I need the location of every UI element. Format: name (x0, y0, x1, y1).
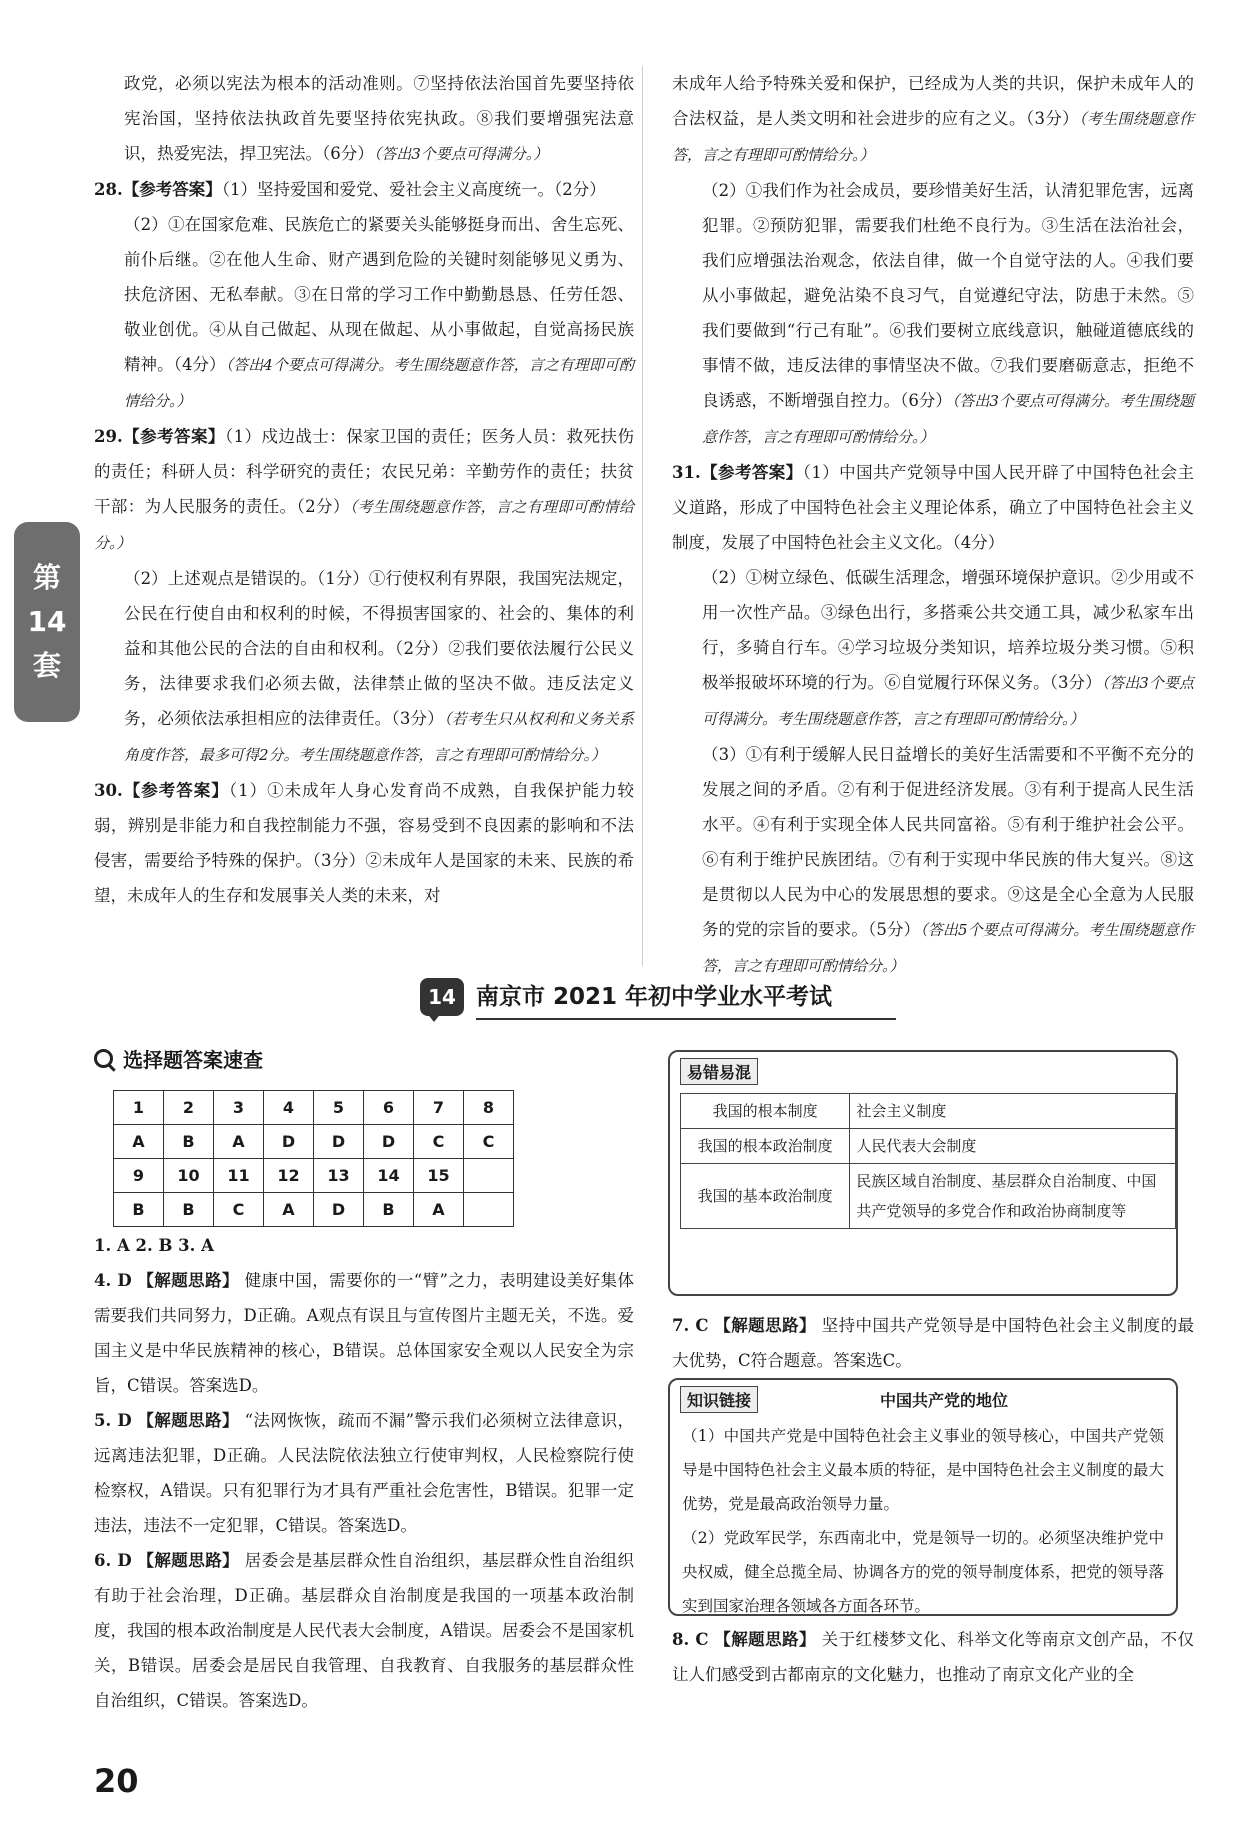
search-icon (94, 1049, 113, 1068)
table-row (114, 1193, 514, 1227)
table-row (681, 1094, 1176, 1129)
paragraph: 未成年人给予特殊关爱和保护，已经成为人类的共识，保护未成年人的合法权益，是人类文明和社会进步的应有之义。（3分）（考生围绕题意作答，言之有理即可酌情给分。） (672, 74, 1194, 164)
table-cell (464, 1159, 514, 1193)
table-cell: A (214, 1125, 264, 1159)
table-cell: B (114, 1193, 164, 1227)
q31-answer: 31.【参考答案】（1）中国共产党领导中国人民开辟了中国特色社会主义道路，形成了中国特色社会主义理论体系，确立了中国特色社会主义制度，发展了中国特色社会主义文化。（4分） (672, 463, 1195, 552)
table-cell: 民族区域自治制度、基层群众自治制度、中国共产党领导的多党合作和政治协商制度等 (850, 1164, 1176, 1229)
table-cell: D (364, 1125, 414, 1159)
answer-key-table (113, 1090, 514, 1227)
page-number: 20 (94, 1762, 139, 1800)
table-cell: 5 (314, 1091, 364, 1125)
table-cell: 9 (114, 1159, 164, 1193)
box-label: 易错易混 (680, 1058, 758, 1085)
table-cell (464, 1193, 514, 1227)
q31-part2: （2）①树立绿色、低碳生活理念，增强环境保护意识。②少用或不用一次性产品。③绿色出行，多搭乘公共交通工具，减少私家车出行，多骑自行车。④学习垃圾分类知识，培养垃圾分类习惯。⑤积极举报破坏环境的行为。⑥自觉履行环保义务。（3分）（答出3个要点可得满分。考生围绕题意作答，言之有理即可酌情给分。） (702, 568, 1194, 728)
table-cell: 11 (214, 1159, 264, 1193)
q1-3-answers: 1. A 2. B 3. A (94, 1236, 214, 1255)
table-cell: C (464, 1125, 514, 1159)
tab-line: 14 (27, 605, 67, 638)
table-cell: 2 (164, 1091, 214, 1125)
table-cell: 12 (264, 1159, 314, 1193)
table-row (114, 1125, 514, 1159)
table-cell: C (214, 1193, 264, 1227)
table-cell: B (164, 1193, 214, 1227)
table-cell: B (364, 1193, 414, 1227)
table-cell: A (264, 1193, 314, 1227)
table-row (681, 1164, 1176, 1229)
table-cell: 10 (164, 1159, 214, 1193)
box-label: 知识链接 (680, 1386, 758, 1413)
table-cell: 14 (364, 1159, 414, 1193)
table-row (681, 1129, 1176, 1164)
q7-block (672, 1308, 1194, 1378)
q8-explanation: 8. C 【解题思路】 关于红楼梦文化、科举文化等南京文创产品，不仅让人们感受到古都南京的文化魅力，也推动了南京文化产业的全 (672, 1630, 1195, 1684)
section-title: 南京市 2021 年初中学业水平考试 (476, 976, 896, 1020)
q29-part2: （2）上述观点是错误的。（1分）①行使权利有界限，我国宪法规定，公民在行使自由和权利的时候，不得损害国家的、社会的、集体的利益和其他公民的合法的自由和权利。（2分）②我们要依法履行公民义务，法律要求我们必须去做，法律禁止做的坚决不做。违反法定义务，必须依法承担相应的法律责任。（3分）（若考生只从权利和义务关系角度作答，最多可得2分。考生围绕题意作答，言之有理即可酌情给分。） (124, 569, 634, 764)
box-body (682, 1419, 1164, 1623)
knowledge-link-box (668, 1378, 1178, 1616)
q30-part2: （2）①我们作为社会成员，要珍惜美好生活，认清犯罪危害，远离犯罪。②预防犯罪，需要我们杜绝不良行为。③生活在法治社会，我们应增强法治观念，依法自律，做一个自觉守法的人。④我们要从小事做起，避免沾染不良习气，自觉遵纪守法，防患于未然。⑤我们要做到“行己有耻”。⑥我们要树立底线意识，触碰道德底线的事情不做，违反法律的事情坚决不做。⑦我们要磨砺意志，拒绝不良诱惑，不断增强自控力。（6分）（答出3个要点可得满分。考生围绕题意作答，言之有理即可酌情给分。） (702, 181, 1195, 446)
q7-explanation: 7. C 【解题思路】 坚持中国共产党领导是中国特色社会主义制度的最大优势，C符合题意。答案选C。 (672, 1316, 1195, 1370)
bottom-left-column (94, 1228, 634, 1718)
paragraph: （2）党政军民学，东西南北中，党是领导一切的。必须坚决维护党中央权威，健全总揽全局、协调各方的党的领导制度体系，把党的领导落实到国家治理各领域各方面各环节。 (682, 1529, 1164, 1615)
table-cell: 1 (114, 1091, 164, 1125)
tab-line: 第 (32, 561, 61, 594)
table-row (114, 1159, 514, 1193)
table-cell: 3 (214, 1091, 264, 1125)
table-cell: 13 (314, 1159, 364, 1193)
top-left-column (94, 66, 634, 913)
paragraph: 政党，必须以宪法为根本的活动准则。⑦坚持依法治国首先要坚持依宪治国，坚持依法执政首先要坚持依宪执政。⑧我们要增强宪法意识，热爱宪法，捍卫宪法。（6分）（答出3个要点可得满分。） (124, 74, 634, 163)
q28-part2: （2）①在国家危难、民族危亡的紧要关头能够挺身而出、舍生忘死、前仆后继。②在他人生命、财产遇到危险的关键时刻能够见义勇为、扶危济困、无私奉献。③在日常的学习工作中勤勤恳恳、任劳任怨、敬业创优。④从自己做起、从现在做起、从小事做起，自觉高扬民族精神。（4分）（答出4个要点可得满分。考生围绕题意作答，言之有理即可酌情给分。） (124, 215, 635, 410)
set-number-tab (14, 522, 80, 722)
table-cell: D (314, 1125, 364, 1159)
q31-part3: （3）①有利于缓解人民日益增长的美好生活需要和不平衡不充分的发展之间的矛盾。②有利于促进经济发展。③有利于提高人民生活水平。④有利于实现全体人民共同富裕。⑤有利于维护社会公平。⑥有利于维护民族团结。⑦有利于实现中华民族的伟大复兴。⑧这是贯彻以人民为中心的发展思想的要求。⑨这是全心全意为人民服务的党的宗旨的要求。（5分）（答出5个要点可得满分。考生围绕题意作答，言之有理即可酌情给分。） (702, 745, 1195, 975)
box-title: 中国共产党的地位 (880, 1391, 1009, 1410)
table-cell: D (314, 1193, 364, 1227)
table-cell: A (414, 1193, 464, 1227)
table-cell: 社会主义制度 (850, 1094, 1176, 1129)
answer-key-heading: 选择题答案速查 (94, 1044, 263, 1073)
section-banner (420, 976, 900, 1022)
table-cell: A (114, 1125, 164, 1159)
table-cell: 我国的根本政治制度 (681, 1129, 850, 1164)
table-cell: B (164, 1125, 214, 1159)
table-row (114, 1091, 514, 1125)
top-right-column (672, 66, 1194, 984)
table-cell: 15 (414, 1159, 464, 1193)
table-cell: D (264, 1125, 314, 1159)
table-cell: 8 (464, 1091, 514, 1125)
table-cell: 4 (264, 1091, 314, 1125)
q30-answer: 30.【参考答案】（1）①未成年人身心发育尚不成熟，自我保护能力较弱，辨别是非能力和自我控制能力不强，容易受到不良因素的影响和不法侵害，需要给予特殊的保护。（3分）②未成年人是国家的未来、民族的希望，未成年人的生存和发展事关人类的未来，对 (94, 781, 634, 905)
q28-answer: 28.【参考答案】（1）坚持爱国和爱党、爱社会主义高度统一。（2分） (94, 180, 606, 199)
q5-explanation: 5. D 【解题思路】 “法网恢恢，疏而不漏”警示我们必须树立法律意识，远离违法犯罪，D正确。人民法院依法独立行使审判权，人民检察院行使检察权，A错误。只有犯罪行为才具有严重社会危害性，B错误。犯罪一定违法，违法不一定犯罪，C错误。答案选D。 (94, 1411, 635, 1535)
table-cell: C (414, 1125, 464, 1159)
q4-explanation: 4. D 【解题思路】 健康中国，需要你的一“臂”之力，表明建设美好集体需要我们共同努力，D正确。A观点有误且与宣传图片主题无关，不选。爱国主义是中华民族精神的核心，B错误。总体国家安全观以人民安全为宗旨，C错误。答案选D。 (94, 1271, 635, 1395)
column-divider (642, 66, 643, 966)
set-badge: 14 (420, 978, 464, 1016)
table-cell: 7 (414, 1091, 464, 1125)
q6-explanation: 6. D 【解题思路】 居委会是基层群众性自治组织，基层群众性自治组织有助于社会治理，D正确。基层群众自治制度是我国的一项基本政治制度，我国的根本政治制度是人民代表大会制度，A错误。居委会不是国家机关，B错误。居委会是居民自我管理、自我教育、自我服务的基层群众性自治组织，C错误。答案选D。 (94, 1551, 635, 1710)
table-cell: 6 (364, 1091, 414, 1125)
tab-line: 套 (32, 649, 61, 682)
q29-answer: 29.【参考答案】（1）戍边战士：保家卫国的责任；医务人员：救死扶伤的责任；科研人员：科学研究的责任；农民兄弟：辛勤劳作的责任；扶贫干部：为人民服务的责任。（2分）（考生围绕题意作答，言之有理即可酌情给分。） (94, 427, 635, 552)
table-cell: 我国的基本政治制度 (681, 1164, 850, 1229)
badge-tail (426, 1012, 442, 1022)
easily-confused-box (668, 1050, 1178, 1296)
table-cell: 人民代表大会制度 (850, 1129, 1176, 1164)
table-cell: 我国的根本制度 (681, 1094, 850, 1129)
confused-table (680, 1093, 1176, 1229)
q8-block (672, 1622, 1194, 1692)
paragraph: （1）中国共产党是中国特色社会主义事业的领导核心，中国共产党领导是中国特色社会主义最本质的特征，是中国特色社会主义制度的最大优势，党是最高政治领导力量。 (682, 1427, 1164, 1513)
